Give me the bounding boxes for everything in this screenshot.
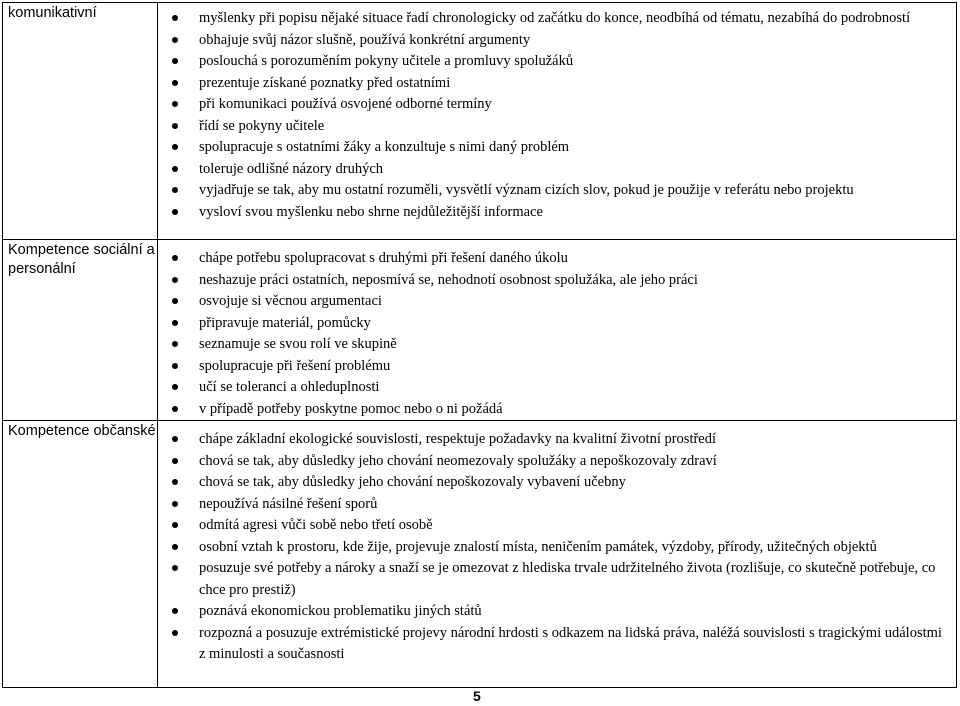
list-item-text: chová se tak, aby důsledky jeho chování neomezovaly spolužáky a nepoškozovaly zdraví — [199, 452, 717, 469]
list-item-text: vysloví svou myšlenku nebo shrne nejdůležitější informace — [199, 203, 543, 220]
list-item — [158, 270, 950, 292]
list-item-text: osobní vztah k prostoru, kde žije, projevuje znalostí místa, neničením památek, výzdoby, přírody, užitečných objektů — [199, 538, 877, 555]
bullet-icon — [172, 255, 178, 261]
bullet-icon — [172, 565, 178, 571]
bullet-icon — [172, 608, 178, 614]
bullet-icon — [172, 479, 178, 485]
table-row — [3, 421, 957, 688]
list-item-text: chápe potřebu spolupracovat s druhými při řešení daného úkolu — [199, 250, 568, 266]
table-body — [3, 3, 957, 688]
bullet-icon — [172, 37, 178, 43]
bullet-icon — [172, 384, 178, 390]
list-item-text: myšlenky při popisu nějaké situace řadí chronologicky od začátku do konce, neodbíhá od tématu, nezabíhá do podrobností — [199, 10, 911, 26]
list-item — [158, 377, 950, 399]
list-item-text: posuzuje své potřeby a nároky a snaží se je omezovat z hlediska trvale udržitelného života (rozlišuje, co skutečně potřebuje, co chce pro prestiž) — [199, 560, 936, 598]
list-item — [158, 116, 950, 138]
list-item-text: neshazuje práci ostatních, neposmívá se, nehodnotí osobnost spolužáka, ale jeho práci — [199, 271, 698, 288]
list-item — [158, 159, 950, 181]
list-item-text: spolupracuje při řešení problému — [199, 357, 391, 374]
list-item-text: obhajuje svůj názor slušně, používá konkrétní argumenty — [199, 31, 531, 48]
list-item-text: poznává ekonomickou problematiku jiných států — [199, 603, 482, 619]
bullet-icon — [172, 320, 178, 326]
list-item-text: řídí se pokyny učitele — [199, 117, 325, 134]
bullet-icon — [172, 80, 178, 86]
list-item-text: toleruje odlišné názory druhých — [199, 160, 384, 177]
category-cell — [3, 240, 158, 421]
list-item-text: odmítá agresi vůči sobě nebo třetí osobě — [199, 517, 433, 533]
list-item — [158, 313, 950, 335]
list-item — [158, 356, 950, 378]
bullet-icon — [172, 15, 178, 21]
list-item — [158, 623, 950, 666]
bullet-icon — [172, 123, 178, 129]
list-item — [158, 202, 950, 224]
table-row — [3, 240, 957, 421]
list-item-text: rozpozná a posuzuje extrémistické projevy národní hrdosti s odkazem na lidská práva, naléžá souvislosti s tragickými událostmi z minulosti a současnosti — [199, 624, 942, 662]
list-item-text: spolupracuje s ostatními žáky a konzultuje s nimi daný problém — [199, 139, 570, 155]
category-label: Kompetence sociální a personální — [8, 242, 155, 277]
category-label: komunikativní — [8, 5, 97, 21]
bullet-icon — [172, 501, 178, 507]
bullet-list — [158, 421, 956, 666]
list-item — [158, 494, 950, 516]
bullet-icon — [172, 458, 178, 464]
bullet-icon — [172, 101, 178, 107]
list-item — [158, 334, 950, 356]
list-item — [158, 180, 950, 202]
items-cell — [158, 3, 957, 240]
list-item-text: připravuje materiál, pomůcky — [199, 314, 371, 331]
list-item — [158, 137, 950, 159]
items-cell — [158, 421, 957, 688]
bullet-list — [158, 3, 956, 223]
list-item-text: nepoužívá násilné řešení sporů — [199, 495, 378, 512]
list-item-text: vyjadřuje se tak, aby mu ostatní rozuměli, vysvětlí význam cizích slov, pokud je použije v referátu nebo projektu — [199, 182, 854, 198]
list-item-text: učí se toleranci a ohleduplnosti — [199, 379, 380, 395]
list-item — [158, 399, 950, 421]
bullet-icon — [172, 544, 178, 550]
bullet-icon — [172, 436, 178, 442]
list-item-text: chová se tak, aby důsledky jeho chování nepoškozovaly vybavení učebny — [199, 474, 626, 490]
list-item — [158, 291, 950, 313]
list-item-text: chápe základní ekologické souvislosti, respektuje požadavky na kvalitní životní prostředí — [199, 431, 717, 447]
bullet-icon — [172, 166, 178, 172]
list-item — [158, 8, 950, 30]
bullet-icon — [172, 144, 178, 150]
bullet-icon — [172, 363, 178, 369]
bullet-list — [158, 240, 956, 420]
page-number: 5 — [473, 688, 481, 704]
list-item — [158, 451, 950, 473]
list-item — [158, 472, 950, 494]
list-item-text: prezentuje získané poznatky před ostatními — [199, 74, 451, 91]
list-item — [158, 30, 950, 52]
bullet-icon — [172, 209, 178, 215]
competence-table — [2, 2, 957, 688]
list-item — [158, 429, 950, 451]
list-item — [158, 248, 950, 270]
list-item — [158, 51, 950, 73]
list-item — [158, 94, 950, 116]
bullet-icon — [172, 341, 178, 347]
list-item-text: poslouchá s porozuměním pokyny učitele a promluvy spolužáků — [199, 53, 574, 69]
bullet-icon — [172, 406, 178, 412]
category-cell — [3, 3, 158, 240]
list-item — [158, 537, 950, 559]
bullet-icon — [172, 277, 178, 283]
list-item-text: v případě potřeby poskytne pomoc nebo o ni požádá — [199, 400, 503, 417]
items-cell — [158, 240, 957, 421]
bullet-icon — [172, 522, 178, 528]
list-item-text: při komunikaci používá osvojené odborné termíny — [199, 96, 492, 112]
list-item — [158, 73, 950, 95]
list-item — [158, 515, 950, 537]
bullet-icon — [172, 630, 178, 636]
list-item — [158, 601, 950, 623]
list-item-text: seznamuje se svou rolí ve skupině — [199, 336, 397, 352]
bullet-icon — [172, 298, 178, 304]
bullet-icon — [172, 187, 178, 193]
list-item-text: osvojuje si věcnou argumentaci — [199, 293, 382, 309]
category-cell — [3, 421, 158, 688]
bullet-icon — [172, 58, 178, 64]
list-item — [158, 558, 950, 601]
table-row — [3, 3, 957, 240]
category-label: Kompetence občanské — [8, 423, 156, 439]
